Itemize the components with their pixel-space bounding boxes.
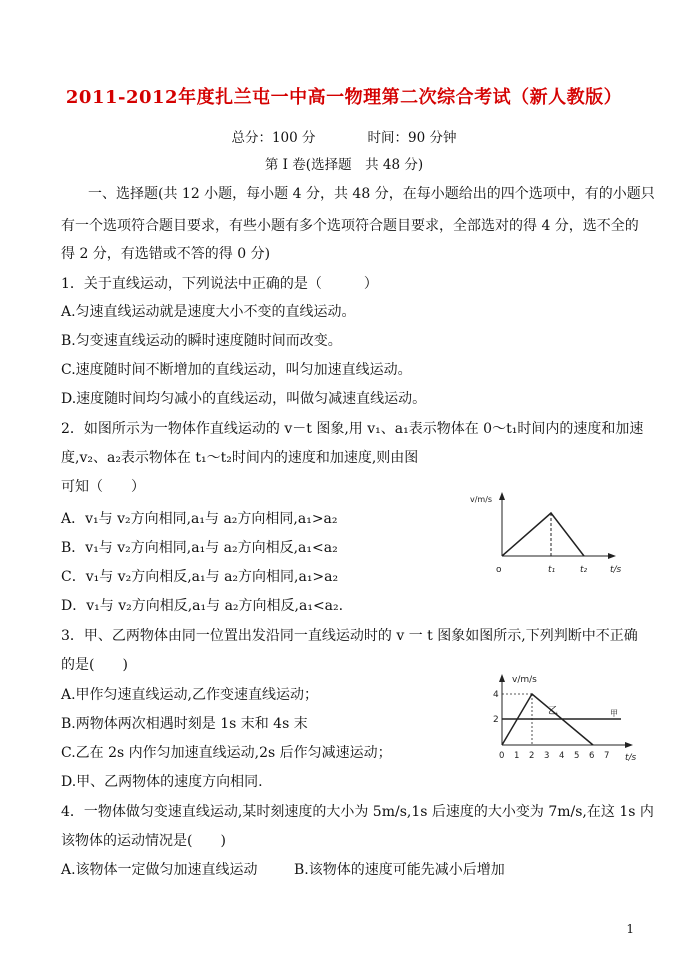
section-heading: 第 I 卷(选择题 共 48 分) bbox=[264, 157, 424, 173]
q3-label-jia: 甲 bbox=[610, 709, 618, 718]
q2-t1-label: t₁ bbox=[548, 565, 556, 575]
q3-vt-graph bbox=[486, 668, 642, 768]
q2-stem-1: 2．如图所示为一物体作直线运动的 v－t 图象,用 v₁、a₁表示物体在 0～t₁时间内的速度和加速 bbox=[61, 421, 644, 437]
q1-option-a: A.匀速直线运动就是速度大小不变的直线运动。 bbox=[61, 304, 356, 320]
q3-ytick-4: 4 bbox=[493, 690, 499, 700]
q1-stem: 1．关于直线运动，下列说法中正确的是（ ） bbox=[61, 276, 378, 292]
q2-vt-graph bbox=[462, 486, 632, 582]
q2-stem-2: 度,v₂、a₂表示物体在 t₁～t₂时间内的速度和加速度,则由图 bbox=[61, 450, 419, 466]
q3-stem-2: 的是( ) bbox=[61, 657, 128, 673]
q4-stem-1: 4．一物体做匀变速直线运动,某时刻速度的大小为 5m/s,1s 后速度的大小变为 7m/s,在这 1s 内 bbox=[61, 804, 654, 820]
q3-xtick-2: 2 bbox=[529, 751, 535, 761]
q3-xtick-6: 6 bbox=[589, 751, 595, 761]
q1-option-c: C.速度随时间不断增加的直线运动，叫匀加速直线运动。 bbox=[61, 362, 412, 378]
q3-xlabel: t/s bbox=[625, 753, 637, 763]
q2-option-a: A．v₁与 v₂方向相同,a₁与 a₂方向相同,a₁>a₂ bbox=[61, 511, 338, 527]
q2-t2-label: t₂ bbox=[580, 565, 588, 575]
exam-time: 时间：90 分钟 bbox=[367, 130, 457, 146]
q3-xtick-0: 0 bbox=[499, 751, 505, 761]
q3-label-yi: 乙 bbox=[548, 706, 558, 717]
q2-xlabel: t/s bbox=[610, 565, 622, 575]
q2-option-c: C．v₁与 v₂方向相反,a₁与 a₂方向相同,a₁>a₂ bbox=[61, 569, 339, 585]
total-score: 总分：100 分 bbox=[231, 130, 316, 146]
q2-ylabel: v/m/s bbox=[470, 495, 493, 504]
intro-line-3: 得 2 分，有选错或不答的得 0 分) bbox=[61, 246, 271, 262]
intro-line-1: 一、选择题(共 12 小题，每小题 4 分，共 48 分，在每小题给出的四个选项中，有的小题只 bbox=[88, 186, 655, 202]
q3-x-arrow bbox=[625, 742, 633, 748]
exam-title: 2011-2012年度扎兰屯一中高一物理第二次综合考试（新人教版） bbox=[65, 87, 623, 108]
q2-origin: o bbox=[496, 565, 502, 575]
q3-xtick-4: 4 bbox=[559, 751, 565, 761]
q2-y-arrow bbox=[499, 492, 505, 500]
page-number: 1 bbox=[626, 922, 634, 936]
q2-option-d: D．v₁与 v₂方向相反,a₁与 a₂方向相反,a₁<a₂. bbox=[61, 598, 344, 614]
intro-line-2: 有一个选项符合题目要求，有些小题有多个选项符合题目要求，全部选对的得 4 分，选不全的 bbox=[61, 218, 639, 234]
q1-option-d: D.速度随时间均匀减小的直线运动，叫做匀减速直线运动。 bbox=[61, 391, 427, 407]
q3-xtick-3: 3 bbox=[544, 751, 550, 761]
q3-option-a: A.甲作匀速直线运动,乙作变速直线运动； bbox=[61, 687, 319, 703]
q1-option-b: B.匀变速直线运动的瞬时速度随时间而改变。 bbox=[61, 333, 342, 349]
exam-meta bbox=[0, 126, 688, 146]
q2-stem-3: 可知（ ） bbox=[61, 479, 145, 495]
q2-vt-line bbox=[502, 513, 584, 556]
q4-stem-2: 该物体的运动情况是( ) bbox=[61, 833, 226, 849]
q3-stem-1: 3．甲、乙两物体由同一位置出发沿同一直线运动时的 v 一 t 图象如图所示,下列判断中不正确 bbox=[61, 628, 638, 644]
q3-option-b: B.两物体两次相遇时刻是 1s 末和 4s 末 bbox=[61, 716, 308, 732]
q3-xtick-1: 1 bbox=[514, 751, 520, 761]
q3-ylabel: v/m/s bbox=[512, 675, 537, 685]
q3-ytick-2: 2 bbox=[493, 715, 499, 725]
q3-y-arrow bbox=[499, 674, 505, 682]
q3-option-c: C.乙在 2s 内作匀加速直线运动,2s 后作匀减速运动； bbox=[61, 745, 392, 761]
q3-xtick-7: 7 bbox=[604, 751, 610, 761]
q3-option-d: D.甲、乙两物体的速度方向相同. bbox=[61, 774, 263, 790]
q4-option-a: A.该物体一定做匀加速直线运动 bbox=[61, 862, 258, 878]
q2-x-arrow bbox=[608, 553, 616, 559]
q3-xtick-5: 5 bbox=[574, 751, 580, 761]
q2-option-b: B．v₁与 v₂方向相同,a₁与 a₂方向相反,a₁<a₂ bbox=[61, 540, 338, 556]
q4-option-b: B.该物体的速度可能先减小后增加 bbox=[294, 862, 505, 878]
